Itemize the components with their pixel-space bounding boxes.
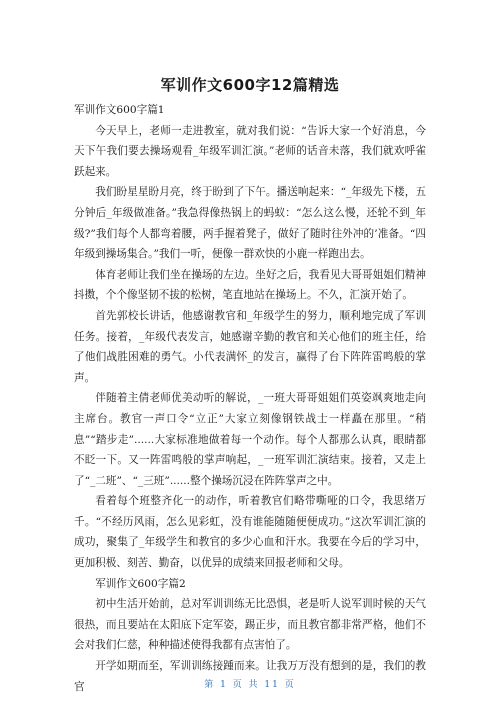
paragraph: 体育老师让我们坐在操场的左边。坐好之后，我看见大哥哥姐姐们精神抖擞，个个像坚韧不拔的松树，笔直地站在操场上。不久，汇演开始了。 bbox=[74, 268, 426, 302]
paragraph: 首先郭校长讲话，他感谢教官和_年级学生的努力，顺利地完成了军训任务。接着，_年级代表发言，她感谢辛勤的教官和关心他们的班主任，给了他们战胜困难的勇气。小代表满怀_的发言，赢得了台下阵阵雷鸣般的掌声。 bbox=[74, 309, 426, 384]
document-body bbox=[74, 100, 426, 697]
paragraph: 看着每个班整齐化一的动作，听着教官们略带嘶哑的口令，我思绪万千。“不经历风雨，怎么见彩虹，没有谁能随随便便成功。”这次军训汇演的成功，聚集了_年级学生和教官的多少心血和汗水。我要在今后的学习中，更加积极、刻苦、勤奋，以优异的成绩来回报老师和父母。 bbox=[74, 495, 426, 570]
paragraph: 伴随着主倩老师优美动听的解说，_一班大哥哥姐姐们英姿飒爽地走向主席台。教官一声口令“立正”大家立刻像钢铁战士一样矗在那里。“稍息”“踏步走”......大家标准地做着每一个动作。每个人都那么认真，眼睛都不眨一下。又一阵雷鸣般的掌声响起，_一班军训汇演结束。接着，又走上了“_二班”、“_三班”......整个操场沉浸在阵阵掌声之中。 bbox=[74, 392, 426, 487]
section-heading: 军训作文600字篇1 bbox=[74, 104, 165, 116]
page-footer: 第 1 页 共 11 页 bbox=[204, 680, 296, 690]
paragraph: 我们盼星星盼月亮，终于盼到了下午。播送响起来：“_年级先下楼，五分钟后_年级做准备。”我急得像热锅上的蚂蚁：“怎么这么慢，还轮不到_年级?”我们每个人都弯着腰，两手握着凳子，做好了随时往外冲的’准备。“四年级到操场集合。”我们一听，便像一群欢快的小鹿一样跑出去。 bbox=[74, 186, 426, 261]
paragraph: 开学如期而至，军训训练接踵而来。让我万万没有想到的是，我们的教官 bbox=[74, 660, 426, 693]
paragraph: 初中生活开始前，总对军训训练无比恐惧，老是听人说军训时候的天气很热，而且要站在太阳底下定军姿，踢正步，而且教官都非常严格，他们不会对我们仁慈，种种描述使得我都有点害怕了。 bbox=[74, 598, 426, 652]
section-heading: 军训作文600字篇2 bbox=[95, 577, 186, 590]
paragraph: 今天早上，老师一走进教室，就对我们说：“告诉大家一个好消息，今天下午我们要去操场观看_年级军训汇演。”老师的话音未落，我们就欢呼雀跃起来。 bbox=[74, 124, 426, 178]
document-title: 军训作文600字12篇精选 bbox=[160, 76, 340, 94]
